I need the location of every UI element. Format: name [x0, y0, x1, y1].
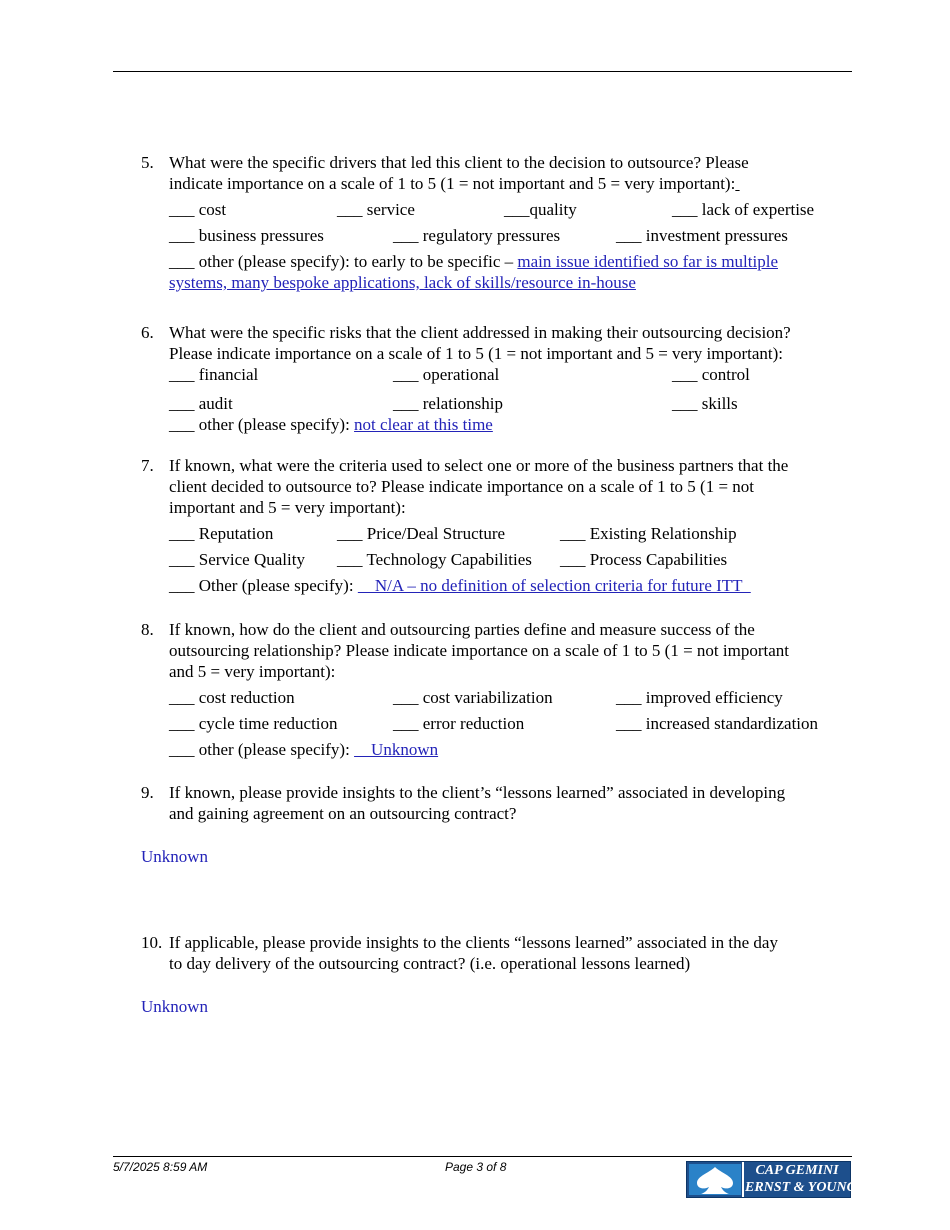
option-item[interactable]: ___ cycle time reduction — [169, 714, 338, 733]
option-item[interactable]: ___ error reduction — [393, 714, 525, 733]
options-row — [169, 687, 856, 708]
question-number: 8. — [141, 620, 154, 639]
company-logo — [686, 1161, 857, 1198]
option-item[interactable]: ___quality — [504, 200, 577, 219]
header-rule — [113, 71, 852, 72]
other-answer[interactable]: N/A – no definition of selection criteria for future ITT — [357, 576, 751, 595]
option-item[interactable]: ___ cost variabilization — [393, 688, 553, 707]
other-answer[interactable]: not clear at this time — [354, 415, 493, 434]
option-item[interactable]: ___ regulatory pressures — [393, 226, 561, 245]
logo-text: ERNST & YOUNG — [745, 1180, 857, 1195]
question-7 — [141, 455, 856, 596]
option-item[interactable]: ___ service — [337, 200, 415, 219]
footer-page-number: Page 3 of 8 — [445, 1160, 507, 1174]
option-item[interactable]: ___ investment pressures — [616, 226, 788, 245]
question-text: If applicable, please provide insights to the clients “lessons learned” associated in the day to day delivery of the outsourcing contract? (i.e. operational lessons learned) — [169, 933, 778, 973]
footer-rule — [113, 1156, 852, 1157]
option-item[interactable]: ___ control — [672, 365, 750, 384]
question-9 — [141, 782, 856, 824]
question-number: 9. — [141, 783, 154, 802]
question-text: If known, please provide insights to the client’s “lessons learned” associated in developing and gaining agreement on an outsourcing contract? — [169, 783, 786, 823]
option-item[interactable]: ___ Process Capabilities — [560, 550, 728, 569]
option-item[interactable]: ___ Technology Capabilities — [337, 550, 532, 569]
other-answer[interactable]: systems, many bespoke applications, lack of skills/resource in-house — [169, 273, 636, 292]
question-10 — [141, 932, 856, 974]
option-item[interactable]: ___ relationship — [393, 394, 504, 413]
question-6 — [141, 322, 856, 435]
question-number: 10. — [141, 933, 163, 952]
option-item[interactable]: ___ Price/Deal Structure — [337, 524, 506, 543]
question-text: If known, how do the client and outsourcing parties define and measure success of the outsourcing relationship? Please indicate importance on a scale of 1 to 5 (1 = not important and 5 = very important): — [169, 620, 790, 681]
option-item[interactable]: ___ Service Quality — [169, 550, 305, 569]
option-item[interactable]: ___ Reputation — [169, 524, 274, 543]
option-item[interactable]: ___ improved efficiency — [616, 688, 783, 707]
option-item[interactable]: ___ Existing Relationship — [560, 524, 737, 543]
option-item[interactable]: ___ skills — [672, 394, 738, 413]
question-5 — [141, 152, 856, 293]
option-item[interactable]: ___ cost — [169, 200, 227, 219]
option-item[interactable]: ___ financial — [169, 365, 259, 384]
answer-text[interactable]: Unknown — [141, 997, 209, 1016]
other-specify: ___ Other (please specify): N/A – no definition of selection criteria for future ITT — [169, 576, 751, 595]
option-item[interactable]: ___ business pressures — [169, 226, 324, 245]
question-text: What were the specific drivers that led this client to the decision to outsource? Please indicate importance on a scale of 1 to 5 (1 = not important and 5 = very important): — [169, 153, 749, 193]
option-item[interactable]: ___ lack of expertise — [672, 200, 815, 219]
options-row — [169, 364, 856, 385]
logo-text: CAP GEMINI — [755, 1163, 839, 1178]
options-row — [169, 393, 856, 414]
spade-icon — [689, 1164, 741, 1195]
question-number: 7. — [141, 456, 154, 475]
question-8 — [141, 619, 856, 760]
options-row — [169, 549, 856, 570]
answer-text[interactable]: Unknown — [141, 847, 209, 866]
question-number: 5. — [141, 153, 154, 172]
option-item[interactable]: ___ audit — [169, 394, 233, 413]
other-answer[interactable]: Unknown — [354, 740, 439, 759]
option-item[interactable]: ___ increased standardization — [616, 714, 819, 733]
option-item[interactable]: ___ cost reduction — [169, 688, 295, 707]
question-text: What were the specific risks that the client addressed in making their outsourcing decision? Please indicate importance on a scale of 1 to 5 (1 = not important and 5 = very important): — [169, 323, 791, 363]
other-specify: ___ other (please specify): to early to be specific – main issue identified so far is multiple systems, many bespoke applications, lack of skills/resource in-house — [169, 251, 856, 293]
options-row — [169, 523, 856, 544]
other-specify: ___ other (please specify): Unknown — [169, 739, 856, 760]
options-row — [169, 199, 856, 220]
options-row — [169, 713, 856, 734]
question-number: 6. — [141, 323, 154, 342]
other-answer[interactable]: main issue identified so far is multiple — [517, 252, 778, 271]
question-text: If known, what were the criteria used to select one or more of the business partners that the client decided to outsource to? Please indicate importance on a scale of 1 to 5 (1 = not important and 5 = very important): — [169, 456, 789, 517]
footer-date: 5/7/2025 8:59 AM — [113, 1160, 208, 1174]
option-item[interactable]: ___ operational — [393, 365, 500, 384]
other-specify: ___ other (please specify): not clear at this time — [169, 415, 493, 434]
options-row — [169, 225, 856, 246]
